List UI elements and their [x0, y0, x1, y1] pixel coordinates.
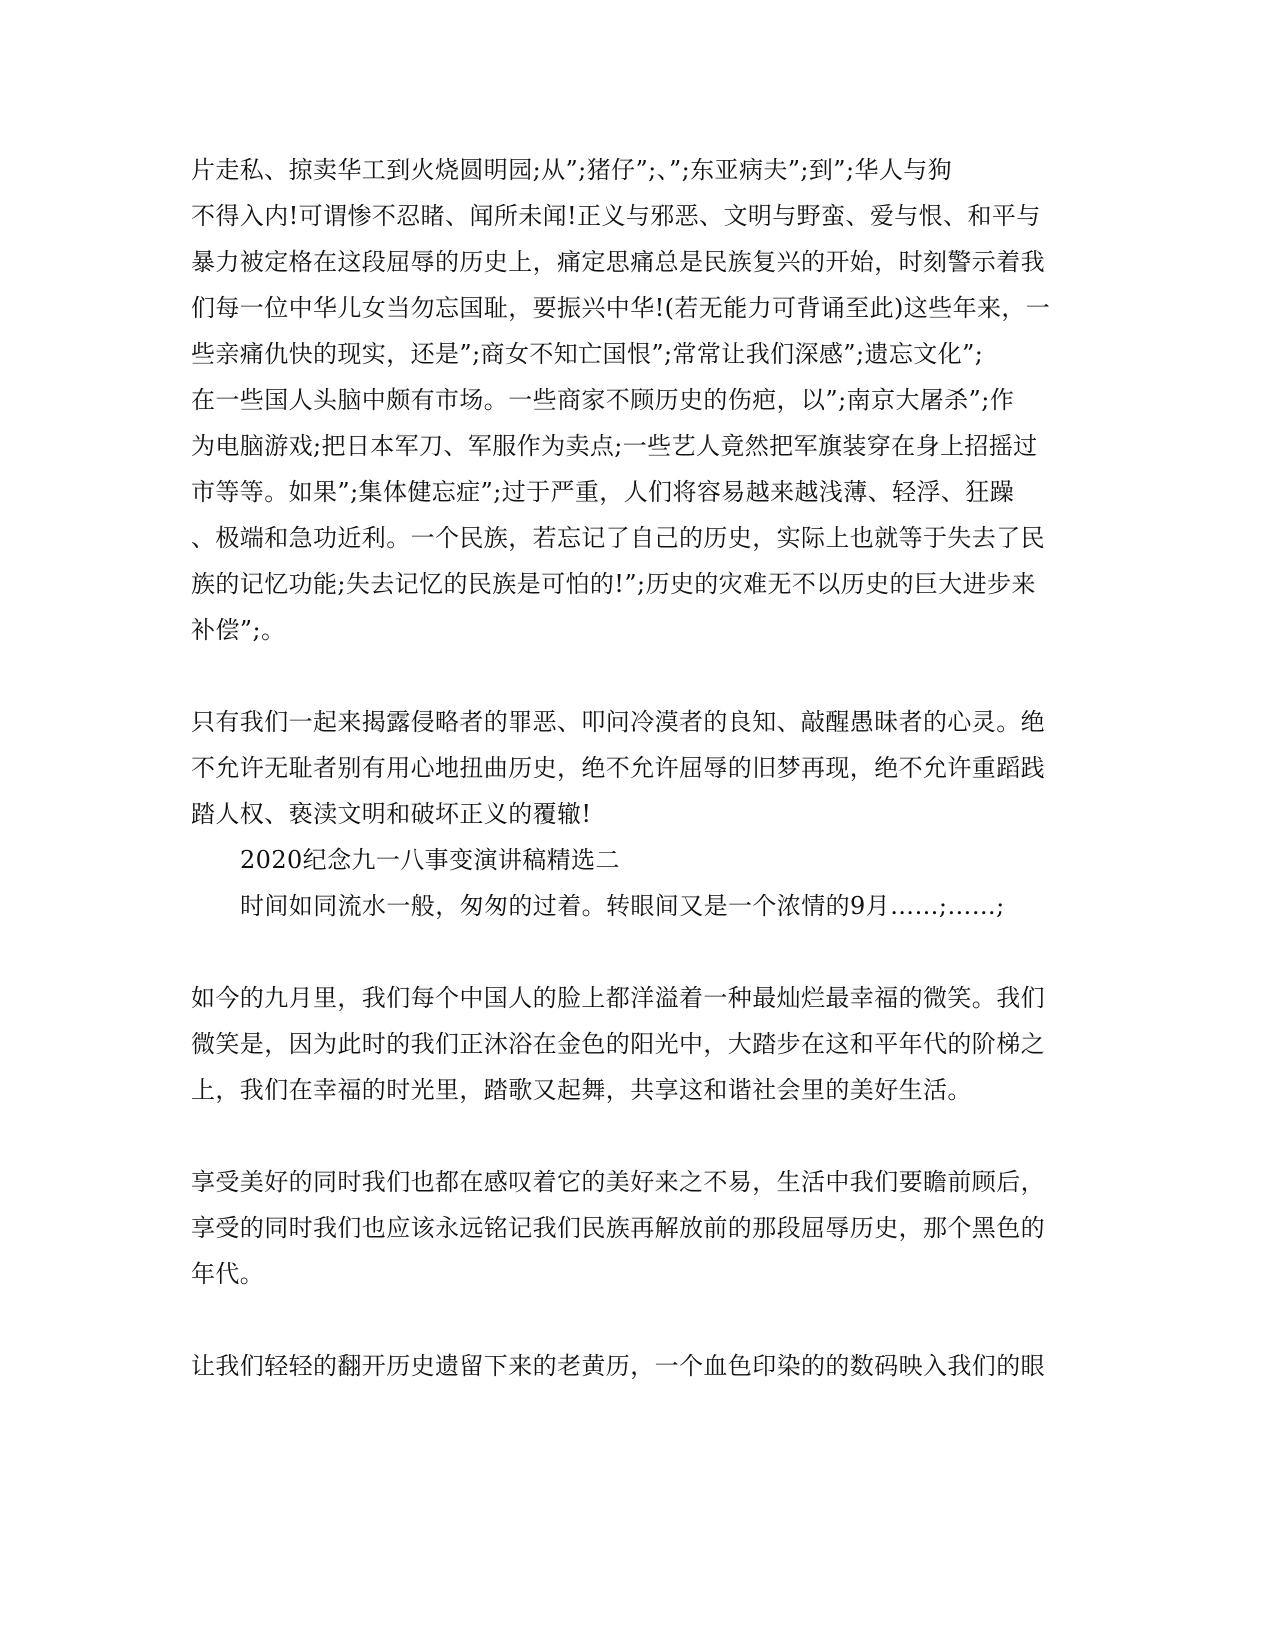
paragraph-line: 们每一位中华儿女当勿忘国耻，要振兴中华!(若无能力可背诵至此)这些年来，一 [191, 294, 1051, 322]
paragraph-line: 上，我们在幸福的时光里，踏歌又起舞，共享这和谐社会里的美好生活。 [191, 1076, 972, 1104]
paragraph-line: 、极端和急功近利。一个民族，若忘记了自己的历史，实际上也就等于失去了民 [191, 524, 1045, 552]
paragraph-line: 些亲痛仇快的现实，还是”;商女不知亡国恨”;常常让我们深感”;遗忘文化”; [191, 340, 984, 368]
paragraph-line: 时间如同流水一般，匆匆的过着。转眼间又是一个浓情的9月……;……; [240, 892, 1005, 920]
section-title: 2020纪念九一八事变演讲稿精选二 [240, 846, 620, 874]
paragraph-line: 让我们轻轻的翻开历史遗留下来的老黄历，一个血色印染的的数码映入我们的眼 [191, 1352, 1045, 1380]
paragraph-line: 补偿”;。 [191, 616, 286, 644]
paragraph-line: 只有我们一起来揭露侵略者的罪恶、叩问冷漠者的良知、敲醒愚昧者的心灵。绝 [191, 708, 1045, 736]
paragraph-line: 如今的九月里，我们每个中国人的脸上都洋溢着一种最灿烂最幸福的微笑。我们 [191, 984, 1045, 1012]
paragraph-line: 暴力被定格在这段屈辱的历史上，痛定思痛总是民族复兴的开始，时刻警示着我 [191, 248, 1045, 276]
paragraph-line: 族的记忆功能;失去记忆的民族是可怕的!”;历史的灾难无不以历史的巨大进步来 [191, 570, 1036, 598]
paragraph-line: 微笑是，因为此时的我们正沐浴在金色的阳光中，大踏步在这和平年代的阶梯之 [191, 1030, 1045, 1058]
paragraph-line: 不允许无耻者别有用心地扭曲历史，绝不允许屈辱的旧梦再现，绝不允许重蹈践 [191, 754, 1045, 782]
paragraph-line: 不得入内!可谓惨不忍睹、闻所未闻!正义与邪恶、文明与野蛮、爱与恨、和平与 [191, 202, 1041, 230]
paragraph-line: 市等等。如果”;集体健忘症”;过于严重，人们将容易越来越浅薄、轻浮、狂躁 [191, 478, 1015, 506]
paragraph-line: 享受的同时我们也应该永远铭记我们民族再解放前的那段屈辱历史，那个黑色的 [191, 1214, 1045, 1242]
paragraph-line: 享受美好的同时我们也都在感叹着它的美好来之不易，生活中我们要瞻前顾后， [191, 1168, 1045, 1196]
paragraph-line: 年代。 [191, 1260, 265, 1288]
paragraph-line: 片走私、掠卖华工到火烧圆明园;从”;猪仔”;、”;东亚病夫”;到”;华人与狗 [191, 156, 953, 184]
paragraph-line: 在一些国人头脑中颇有市场。一些商家不顾历史的伤疤，以”;南京大屠杀”;作 [191, 386, 1015, 414]
paragraph-line: 踏人权、亵渎文明和破坏正义的覆辙! [191, 800, 592, 828]
paragraph-line: 为电脑游戏;把日本军刀、军服作为卖点;一些艺人竟然把军旗装穿在身上招摇过 [191, 432, 1038, 460]
